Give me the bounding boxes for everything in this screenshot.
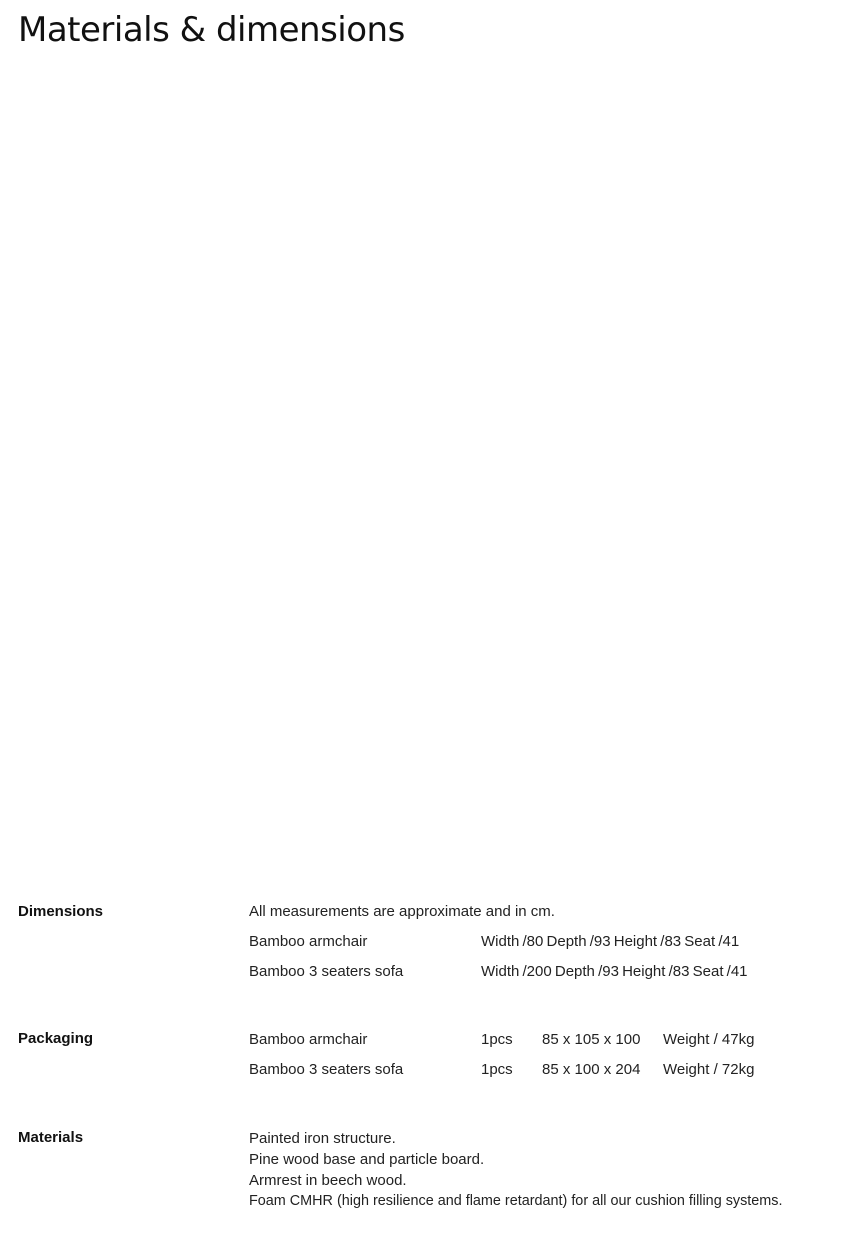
packaging-heading: Packaging <box>18 1030 94 1047</box>
packaging-row-pieces: 1pcs <box>481 1031 513 1048</box>
materials-heading: Materials <box>18 1129 84 1146</box>
packaging-row-product: Bamboo 3 seaters sofa <box>249 1061 404 1078</box>
dimensions-row-product: Bamboo armchair <box>249 933 368 950</box>
materials-line: Pine wood base and particle board. <box>249 1151 485 1168</box>
dimensions-row-measures: Width /80 Depth /93 Height /83 Seat /41 <box>481 933 740 950</box>
packaging-row-weight: Weight / 72kg <box>663 1061 755 1078</box>
page-title: Materials & dimensions <box>18 10 405 50</box>
dimensions-heading: Dimensions <box>18 903 104 920</box>
packaging-row-pieces: 1pcs <box>481 1061 513 1078</box>
dimensions-row-measures: Width /200 Depth /93 Height /83 Seat /41 <box>481 963 748 980</box>
materials-line: Armrest in beech wood. <box>249 1172 407 1189</box>
materials-line: Foam CMHR (high resilience and flame retardant) for all our cushion filling systems. <box>249 1193 783 1209</box>
dimensions-note: All measurements are approximate and in cm. <box>249 903 555 920</box>
packaging-row-product: Bamboo armchair <box>249 1031 368 1048</box>
packaging-row-weight: Weight / 47kg <box>663 1031 755 1048</box>
materials-line: Painted iron structure. <box>249 1130 396 1147</box>
dimensions-row-product: Bamboo 3 seaters sofa <box>249 963 404 980</box>
packaging-row-box-size: 85 x 100 x 204 <box>542 1061 641 1078</box>
packaging-row-box-size: 85 x 105 x 100 <box>542 1031 641 1048</box>
